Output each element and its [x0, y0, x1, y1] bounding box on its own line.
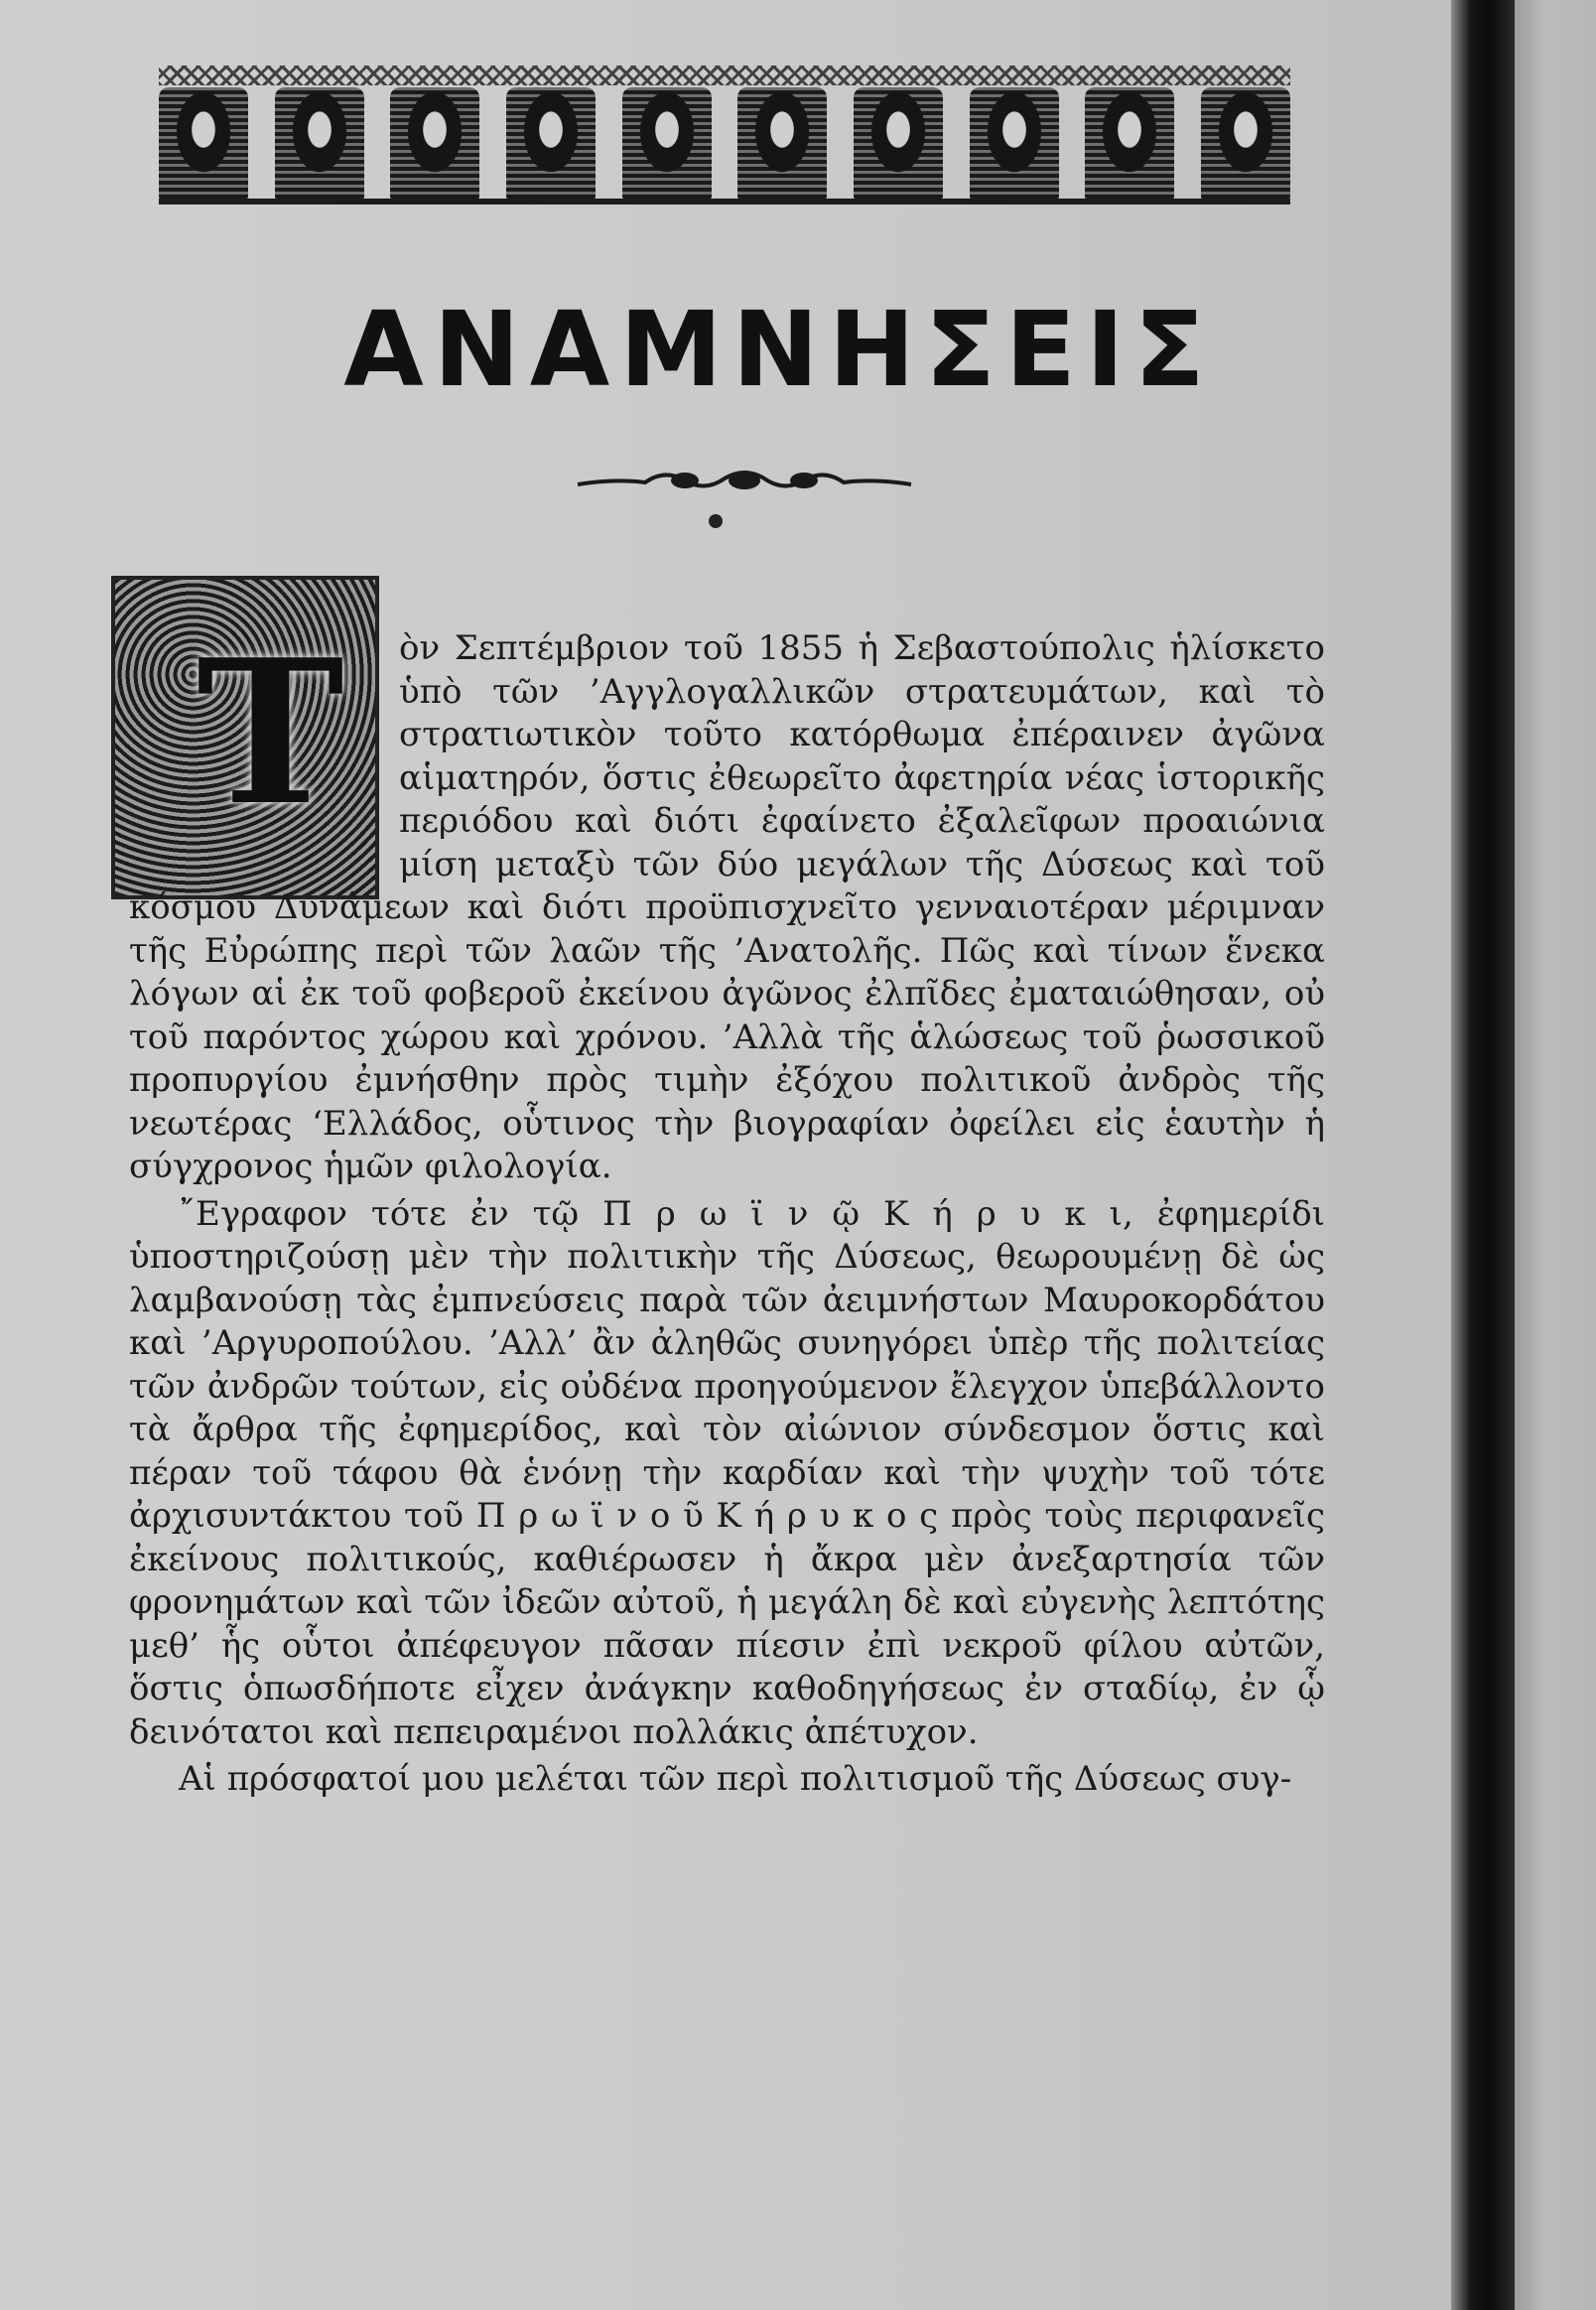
floral-motif-icon [506, 87, 596, 199]
drop-cap: Τ [197, 616, 344, 850]
body-text [129, 616, 1325, 1802]
zigzag-border [159, 66, 1290, 85]
floral-motif-row [159, 87, 1290, 204]
ornament-dot [709, 514, 723, 528]
paragraph: Αἱ πρόσφατοί μου μελέται τῶν περὶ πολιτισμοῦ τῆς Δύσεως συγ- [179, 1759, 1292, 1799]
book-gutter [1451, 0, 1515, 2310]
floral-motif-icon [390, 87, 479, 199]
floral-motif-icon [159, 87, 248, 199]
floral-motif-icon [1201, 87, 1290, 199]
floral-motif-icon [622, 87, 712, 199]
paragraph: ὸν Σεπτέμβριον τοῦ 1855 ἡ Σεβαστούπολις ἡλίσκετο ὑπὸ τῶν ’Αγγλογαλλικῶν στρατευμάτων, καὶ τὸ στρατιωτικὸν τοῦτο κατόρθωμα ἐπέραινεν ἀγῶνα αἱματηρόν, ὅστις ἐθεωρεῖτο ἀφετηρία νέας ἱστορικῆς περιόδου καὶ διότι ἐφαίνετο ἐξαλεῖφων προαιώνια μίση μεταξὺ τῶν δύο μεγάλων τῆς Δύσεως καὶ τοῦ κόσμου Δυνάμεων καὶ διότι προϋπισχνεῖτο γενναιοτέραν μέριμναν τῆς Εὐρώπης περὶ τῶν λαῶν τῆς ’Ανατολῆς. Πῶς καὶ τίνων ἕνεκα λόγων αἱ ἐκ τοῦ φοβεροῦ ἐκείνου ἀγῶνος ἐλπῖδες ἐματαιώθησαν, οὐ τοῦ παρόντος χώρου καὶ χρόνου. ’Αλλὰ τῆς ἁλώσεως τοῦ ῥωσσικοῦ προπυργίου ἐμνήσθην πρὸς τιμὴν ἐξόχου πολιτικοῦ ἀνδρὸς τῆς νεωτέρας ‘Ελλάδος, οὗτινος τὴν βιογραφίαν ὀφείλει εἰς ἑαυτὴν ἡ σύγχρονος ἡμῶν φιλολογία. [129, 628, 1325, 1186]
floral-motif-icon [275, 87, 364, 199]
floral-motif-icon [737, 87, 827, 199]
paragraph: ῎Εγραφον τότε ἐν τῷ Π ρ ω ϊ ν ῷ Κ ή ρ υ κ ι, ἐφημερίδι ὑποστηριζούσῃ μὲν τὴν πολιτικὴν τῆς Δύσεως, θεωρουμένῃ δὲ ὡς λαμβανούσῃ τὰς ἐμπνεύσεις παρὰ τῶν ἀειμνήστων Μαυροκορδάτου καὶ ’Αργυροπούλου. ’Αλλ’ ἂν ἀληθῶς συνηγόρει ὑπὲρ τῆς πολιτείας τῶν ἀνδρῶν τούτων, εἰς οὐδένα προηγούμενον ἔλεγχον ὑπεβάλλοντο τὰ ἄρθρα τῆς ἐφημερίδος, καὶ τὸν αἰώνιον σύνδεσμον ὅστις καὶ πέραν τοῦ τάφου θὰ ἑνόνῃ τὴν καρδίαν καὶ τὴν ψυχὴν τοῦ τότε ἀρχισυντάκτου τοῦ Π ρ ω ϊ ν ο ῦ Κ ή ρ υ κ ο ς πρὸς τοὺς περιφανεῖς ἐκείνους πολιτικούς, καθιέρωσεν ἡ ἄκρα μὲν ἀνεξαρτησία τῶν φρονημάτων καὶ τῶν ἰδεῶν αὐτοῦ, ἡ μεγάλη δὲ καὶ εὐγενὴς λεπτότης μεθ’ ἧς οὗτοι ἀπέφευγον πᾶσαν πίεσιν ἐπὶ νεκροῦ φίλου αὐτῶν, ὅστις ὁπωσδήποτε εἶχεν ἀνάγκην καθοδηγήσεως ἐν σταδίῳ, ἐν ᾧ δεινότατοι καὶ πεπειραμένοι πολλάκις ἀπέτυχον. [129, 1193, 1325, 1752]
floral-motif-icon [854, 87, 943, 199]
facing-page-edge [1515, 0, 1596, 2310]
floral-motif-icon [970, 87, 1059, 199]
chapter-title: ΑΝΑΜΝΗΣΕΙΣ [343, 289, 1215, 410]
flourish-divider-icon [576, 465, 913, 498]
drop-cap-spacer [129, 600, 399, 856]
floral-motif-icon [1085, 87, 1174, 199]
ornamental-header-band [159, 66, 1290, 203]
